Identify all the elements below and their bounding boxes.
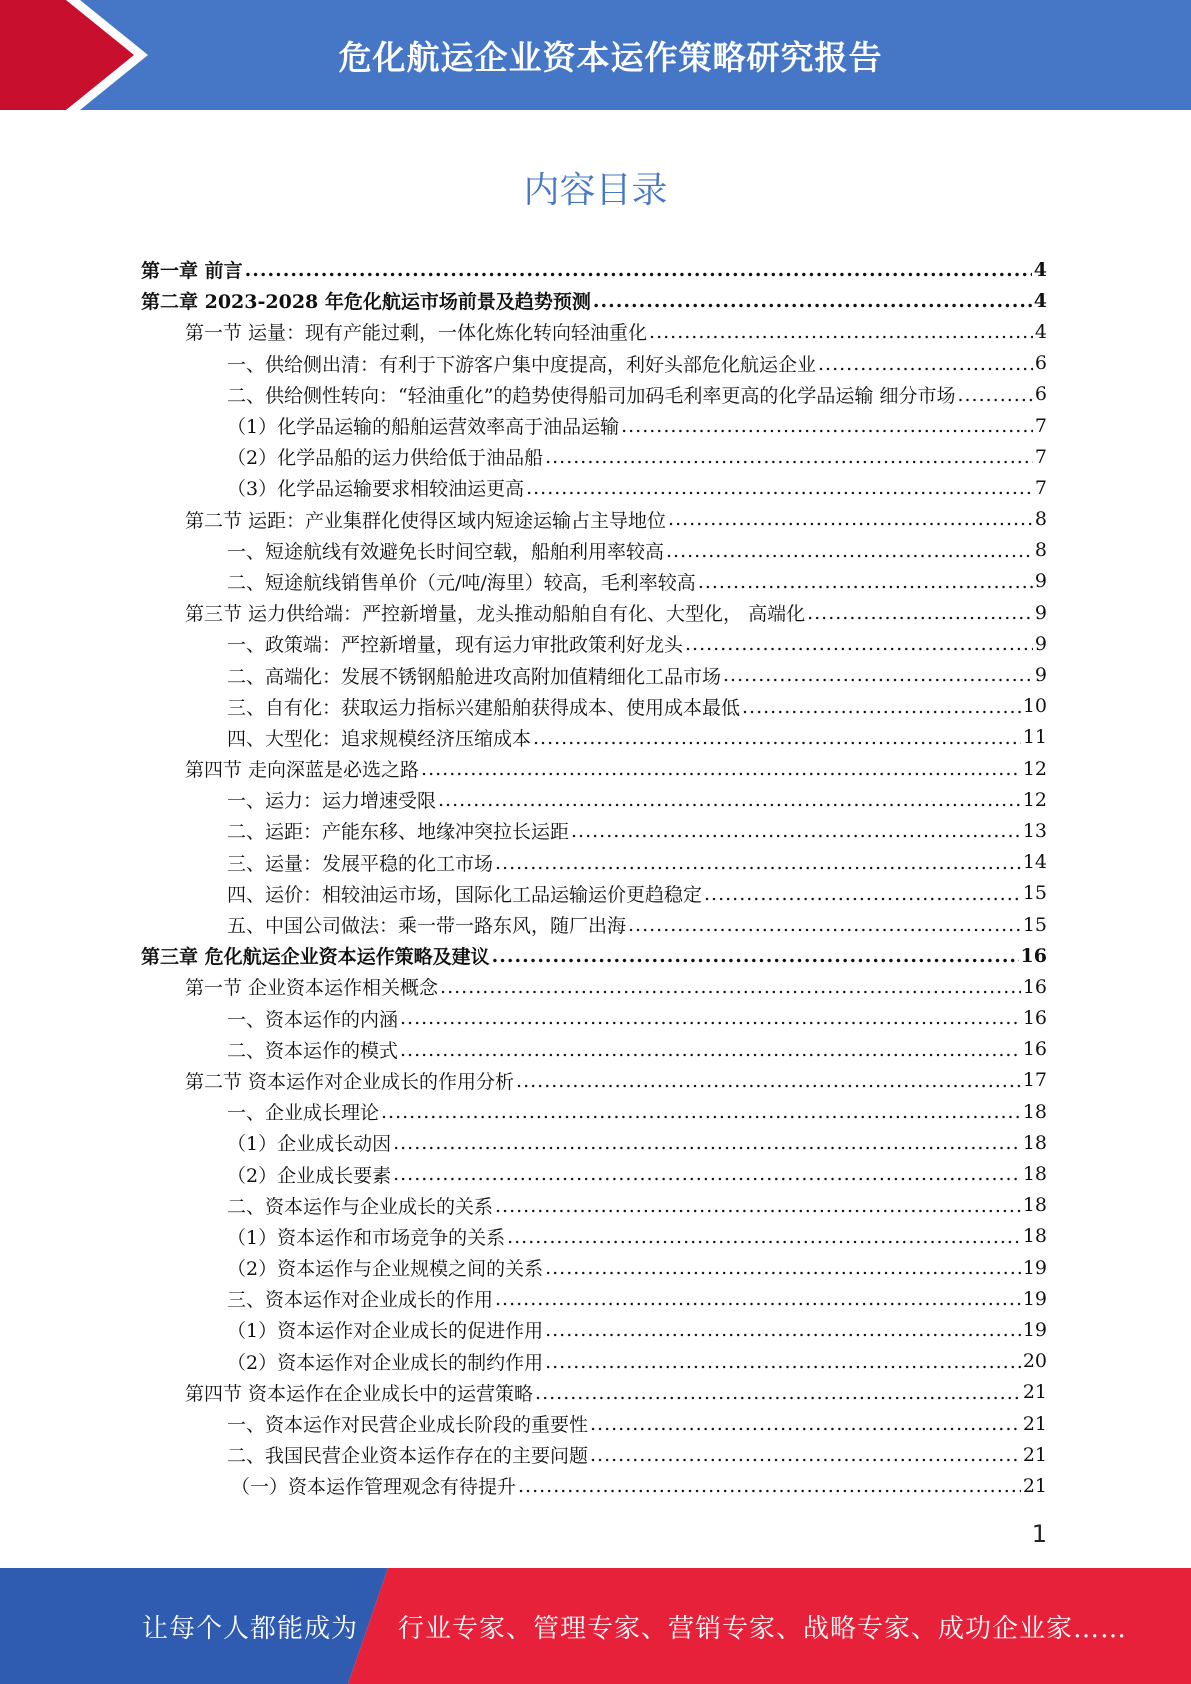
toc-leader-dots — [492, 944, 1019, 967]
toc-entry-title: 五、中国公司做法：乘一带一路东风，随厂出海 — [227, 915, 627, 938]
toc-entry-title: 二、资本运作的模式 — [227, 1039, 399, 1062]
toc-entry-title: 二、高端化：发展不锈钢船舱进攻高附加值精细化工品市场 — [227, 665, 722, 688]
report-title: 危化航运企业资本运作策略研究报告 — [338, 37, 883, 77]
toc-entry[interactable] — [141, 1065, 1047, 1096]
toc-entry-title: （2）化学品船的运力供给低于油品船 — [227, 447, 544, 470]
toc-entry-page: 12 — [1022, 788, 1047, 811]
toc-leader-dots — [666, 539, 1033, 562]
toc-entry[interactable] — [141, 1034, 1047, 1065]
toc-entry-page: 18 — [1022, 1131, 1047, 1154]
toc-entry[interactable] — [141, 379, 1047, 410]
toc-entry-page: 7 — [1034, 476, 1047, 499]
toc-entry[interactable] — [141, 784, 1047, 815]
toc-entry-page: 9 — [1034, 664, 1047, 687]
toc-entry[interactable] — [141, 472, 1047, 503]
toc-leader-dots — [818, 352, 1033, 375]
toc-leader-dots — [698, 570, 1033, 593]
toc-entry[interactable] — [141, 847, 1047, 878]
toc-entry-page: 19 — [1022, 1318, 1047, 1341]
toc-entry[interactable] — [141, 441, 1047, 472]
toc-entry-page: 21 — [1022, 1443, 1047, 1466]
toc-leader-dots — [621, 414, 1033, 437]
toc-entry-page: 16 — [1022, 1007, 1047, 1030]
toc-entry-title: 四、大型化：追求规模经济压缩成本 — [227, 727, 532, 750]
toc-entry[interactable] — [141, 1127, 1047, 1158]
toc-entry[interactable] — [141, 1003, 1047, 1034]
toc-leader-dots — [421, 757, 1021, 780]
toc-entry-title: 一、资本运作的内涵 — [227, 1008, 399, 1031]
toc-entry[interactable] — [141, 1408, 1047, 1439]
toc-entry-title: 第一节 运量：现有产能过剩，一体化炼化转向轻油重化 — [185, 322, 648, 345]
toc-leader-dots — [957, 383, 1032, 406]
toc-entry-title: 第二节 资本运作对企业成长的作用分析 — [185, 1070, 515, 1093]
chevron-logo-icon — [0, 0, 160, 110]
toc-heading: 内容目录 — [523, 170, 668, 211]
toc-entry-title: 第二章 2023-2028 年危化航运市场前景及趋势预测 — [141, 291, 591, 314]
toc-entry-page: 18 — [1022, 1100, 1047, 1123]
toc-entry[interactable] — [141, 878, 1047, 909]
toc-entry-page: 19 — [1022, 1287, 1047, 1310]
toc-entry[interactable] — [141, 316, 1047, 347]
toc-entry-page: 8 — [1034, 539, 1047, 562]
toc-leader-dots — [495, 1287, 1021, 1310]
toc-leader-dots — [533, 726, 1021, 749]
toc-entry-title: 第一章 前言 — [141, 260, 243, 283]
toc-entry-title: 第四节 资本运作在企业成长中的运营策略 — [185, 1382, 534, 1405]
toc-leader-dots — [535, 1381, 1021, 1404]
toc-leader-dots — [590, 1412, 1021, 1435]
header-banner — [0, 0, 1191, 110]
toc-entry-title: （1）资本运作对企业成长的促进作用 — [227, 1320, 544, 1343]
toc-entry-page: 21 — [1022, 1474, 1047, 1497]
footer-slogan-right: 行业专家、管理专家、营销专家、战略专家、成功企业家…… — [398, 1613, 1128, 1644]
table-of-contents — [141, 254, 1047, 1502]
toc-entry-title: 一、企业成长理论 — [227, 1102, 380, 1125]
toc-leader-dots — [518, 1475, 1021, 1498]
toc-entry-page: 9 — [1034, 570, 1047, 593]
toc-leader-dots — [571, 820, 1021, 843]
toc-entry[interactable] — [141, 535, 1047, 566]
toc-entry-title: 第四节 走向深蓝是必选之路 — [185, 759, 420, 782]
toc-leader-dots — [495, 851, 1021, 874]
toc-entry-page: 20 — [1022, 1350, 1047, 1373]
toc-leader-dots — [545, 1256, 1021, 1279]
toc-entry-page: 13 — [1022, 819, 1047, 842]
toc-entry-page: 15 — [1022, 882, 1047, 905]
toc-entry-page: 16 — [1022, 1038, 1047, 1061]
toc-entry-page: 7 — [1034, 445, 1047, 468]
toc-entry-page: 9 — [1034, 601, 1047, 624]
toc-leader-dots — [545, 445, 1033, 468]
toc-entry-page: 16 — [1022, 975, 1047, 998]
toc-leader-dots — [393, 1163, 1021, 1186]
toc-entry[interactable] — [141, 348, 1047, 379]
toc-leader-dots — [438, 788, 1021, 811]
toc-leader-dots — [393, 1131, 1021, 1154]
toc-leader-dots — [495, 1194, 1021, 1217]
toc-entry-page: 10 — [1022, 695, 1047, 718]
toc-entry-title: 一、运力：运力增速受限 — [227, 790, 437, 813]
toc-entry[interactable] — [141, 722, 1047, 753]
toc-leader-dots — [381, 1100, 1021, 1123]
toc-entry[interactable] — [141, 971, 1047, 1002]
toc-entry-title: （一）资本运作管理观念有待提升 — [231, 1476, 517, 1499]
toc-entry-title: 四、运价：相较油运市场，国际化工品运输运价更趋稳定 — [227, 883, 703, 906]
toc-leader-dots — [590, 1443, 1021, 1466]
toc-entry-title: 一、供给侧出清：有利于下游客户集中度提高，利好头部危化航运企业 — [227, 353, 817, 376]
toc-entry[interactable] — [141, 1439, 1047, 1470]
toc-entry[interactable] — [141, 1252, 1047, 1283]
toc-entry-page: 15 — [1022, 913, 1047, 936]
toc-entry[interactable] — [141, 597, 1047, 628]
toc-entry-title: 一、短途航线有效避免长时间空载，船舶利用率较高 — [227, 540, 665, 563]
toc-entry[interactable] — [141, 1221, 1047, 1252]
toc-entry-page: 18 — [1022, 1163, 1047, 1186]
toc-entry-title: 第三章 危化航运企业资本运作策略及建议 — [141, 946, 490, 969]
toc-entry[interactable] — [141, 628, 1047, 659]
toc-entry-page: 12 — [1022, 757, 1047, 780]
toc-entry-page: 4 — [1033, 258, 1047, 281]
toc-leader-dots — [742, 695, 1021, 718]
toc-entry-page: 18 — [1022, 1225, 1047, 1248]
toc-entry[interactable] — [141, 940, 1047, 971]
toc-entry-page: 14 — [1022, 851, 1047, 874]
toc-leader-dots — [593, 289, 1032, 312]
toc-leader-dots — [507, 1225, 1021, 1248]
toc-leader-dots — [704, 882, 1021, 905]
toc-entry-title: 第二节 运距：产业集群化使得区域内短途运输占主导地位 — [185, 509, 667, 532]
toc-entry-title: 三、运量：发展平稳的化工市场 — [227, 852, 494, 875]
page-number: 1 — [1031, 1520, 1047, 1548]
toc-entry-page: 4 — [1033, 289, 1047, 312]
toc-entry[interactable] — [141, 1190, 1047, 1221]
toc-entry-page: 9 — [1034, 632, 1047, 655]
toc-entry-page: 7 — [1034, 414, 1047, 437]
toc-leader-dots — [545, 1319, 1021, 1342]
toc-entry[interactable] — [141, 566, 1047, 597]
toc-entry-title: 三、资本运作对企业成长的作用 — [227, 1289, 494, 1312]
toc-entry[interactable] — [141, 1470, 1047, 1501]
toc-leader-dots — [685, 632, 1033, 655]
toc-leader-dots — [245, 258, 1032, 281]
toc-leader-dots — [400, 1007, 1021, 1030]
toc-entry-title: 第一节 企业资本运作相关概念 — [185, 977, 439, 1000]
toc-leader-dots — [400, 1038, 1021, 1061]
toc-entry-page: 8 — [1034, 508, 1047, 531]
toc-entry[interactable] — [141, 659, 1047, 690]
toc-entry[interactable] — [141, 504, 1047, 535]
toc-entry[interactable] — [141, 285, 1047, 316]
footer-banner — [0, 1568, 1191, 1684]
toc-leader-dots — [807, 601, 1033, 624]
toc-entry-page: 6 — [1034, 352, 1047, 375]
footer-slogan-left: 让每个人都能成为 — [142, 1613, 359, 1644]
toc-entry[interactable] — [141, 1314, 1047, 1345]
toc-entry[interactable] — [141, 753, 1047, 784]
toc-entry[interactable] — [141, 691, 1047, 722]
toc-entry-title: （1）企业成长动因 — [227, 1133, 392, 1156]
toc-entry[interactable] — [141, 1377, 1047, 1408]
toc-entry[interactable] — [141, 254, 1047, 285]
toc-entry[interactable] — [141, 815, 1047, 846]
toc-entry-page: 11 — [1022, 726, 1047, 749]
toc-entry-title: 第三节 运力供给端：严控新增量，龙头推动船舶自有化、大型化， 高端化 — [185, 603, 806, 626]
toc-entry-page: 16 — [1020, 944, 1047, 967]
toc-entry-title: 一、政策端：严控新增量，现有运力审批政策利好龙头 — [227, 634, 684, 657]
toc-leader-dots — [628, 913, 1021, 936]
toc-entry-title: （3）化学品运输要求相较油运更高 — [227, 478, 525, 501]
toc-entry[interactable] — [141, 1346, 1047, 1377]
toc-entry-title: （1）化学品运输的船舶运营效率高于油品运输 — [227, 416, 620, 439]
toc-entry-title: （2）企业成长要素 — [227, 1164, 392, 1187]
toc-entry-title: （2）资本运作对企业成长的制约作用 — [227, 1351, 544, 1374]
toc-leader-dots — [649, 321, 1033, 344]
toc-leader-dots — [668, 508, 1033, 531]
toc-entry-title: （1）资本运作和市场竞争的关系 — [227, 1226, 506, 1249]
toc-entry-page: 18 — [1022, 1194, 1047, 1217]
toc-entry-page: 19 — [1022, 1256, 1047, 1279]
toc-entry-page: 4 — [1034, 320, 1047, 343]
toc-entry-title: 二、运距：产能东移、地缘冲突拉长运距 — [227, 821, 570, 844]
toc-entry-page: 6 — [1034, 383, 1047, 406]
toc-entry-title: 一、资本运作对民营企业成长阶段的重要性 — [227, 1414, 589, 1437]
toc-entry-title: 二、短途航线销售单价（元/吨/海里）较高，毛利率较高 — [227, 571, 696, 594]
toc-entry-title: （2）资本运作与企业规模之间的关系 — [227, 1258, 544, 1281]
toc-entry-title: 二、供给侧性转向：“轻油重化”的趋势使得船司加码毛利率更高的化学品运输 细分市场 — [227, 384, 956, 407]
toc-entry[interactable] — [141, 410, 1047, 441]
toc-entry[interactable] — [141, 1158, 1047, 1189]
toc-leader-dots — [723, 664, 1033, 687]
toc-entry-title: 二、我国民营企业资本运作存在的主要问题 — [227, 1445, 589, 1468]
toc-entry[interactable] — [141, 1283, 1047, 1314]
toc-entry-title: 二、资本运作与企业成长的关系 — [227, 1195, 494, 1218]
toc-entry-title: 三、自有化：获取运力指标兴建船舶获得成本、使用成本最低 — [227, 696, 741, 719]
toc-entry-page: 17 — [1022, 1069, 1047, 1092]
toc-leader-dots — [545, 1350, 1021, 1373]
toc-leader-dots — [526, 477, 1033, 500]
toc-entry[interactable] — [141, 1096, 1047, 1127]
toc-entry[interactable] — [141, 909, 1047, 940]
toc-leader-dots — [440, 976, 1021, 999]
toc-entry-page: 21 — [1022, 1381, 1047, 1404]
toc-entry-page: 21 — [1022, 1412, 1047, 1435]
toc-leader-dots — [516, 1069, 1021, 1092]
